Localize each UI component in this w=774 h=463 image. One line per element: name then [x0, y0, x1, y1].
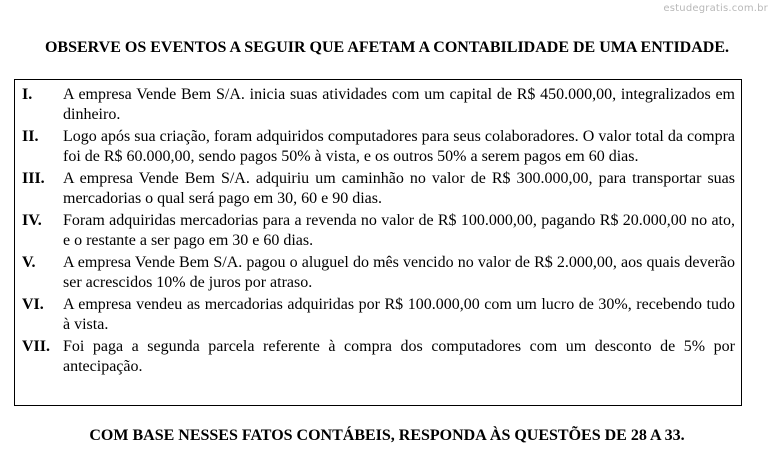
event-item: [22, 295, 735, 335]
event-numeral: V.: [22, 254, 36, 271]
event-item: [22, 211, 735, 251]
event-numeral: IV.: [22, 212, 42, 229]
event-item: [22, 253, 735, 293]
event-numeral: II.: [22, 128, 39, 145]
event-numeral: III.: [22, 170, 45, 187]
event-item: [22, 169, 735, 209]
event-item: [22, 337, 735, 377]
event-text: A empresa Vende Bem S/A. pagou o aluguel do mês vencido no valor de R$ 2.000,00, aos quais deverão ser acrescidos 10% de juros por atraso.: [63, 254, 735, 291]
event-numeral: I.: [22, 86, 33, 103]
site-watermark: estudegratis.com.br: [663, 3, 768, 14]
event-text: Foram adquiridas mercadorias para a revenda no valor de R$ 100.000,00, pagando R$ 20.000,00 no ato, e o restante a ser pago em 30 e 60 dias.: [63, 212, 735, 249]
event-text: A empresa Vende Bem S/A. adquiriu um caminhão no valor de R$ 300.000,00, para transportar suas mercadorias o qual será pago em 30, 60 e 90 dias.: [63, 170, 735, 207]
event-numeral: VI.: [22, 296, 44, 313]
event-text: A empresa Vende Bem S/A. inicia suas atividades com um capital de R$ 450.000,00, integralizados em dinheiro.: [63, 86, 735, 123]
event-item: [22, 127, 735, 167]
event-text: Logo após sua criação, foram adquiridos computadores para seus colaboradores. O valor total da compra foi de R$ 60.000,00, sendo pagos 50% à vista, e os outros 50% a serem pagos em 60 dias.: [63, 128, 735, 165]
events-list: [14, 79, 742, 406]
page-title: OBSERVE OS EVENTOS A SEGUIR QUE AFETAM A CONTABILIDADE DE UMA ENTIDADE.: [44, 39, 730, 56]
event-text: A empresa vendeu as mercadorias adquiridas por R$ 100.000,00 com um lucro de 30%, recebendo tudo à vista.: [63, 296, 735, 333]
event-numeral: VII.: [22, 338, 51, 355]
event-item: [22, 85, 735, 125]
instruction-text: COM BASE NESSES FATOS CONTÁBEIS, RESPONDA ÀS QUESTÕES DE 28 A 33.: [89, 427, 685, 444]
event-text: Foi paga a segunda parcela referente à compra dos computadores com um desconto de 5% por antecipação.: [63, 338, 735, 375]
